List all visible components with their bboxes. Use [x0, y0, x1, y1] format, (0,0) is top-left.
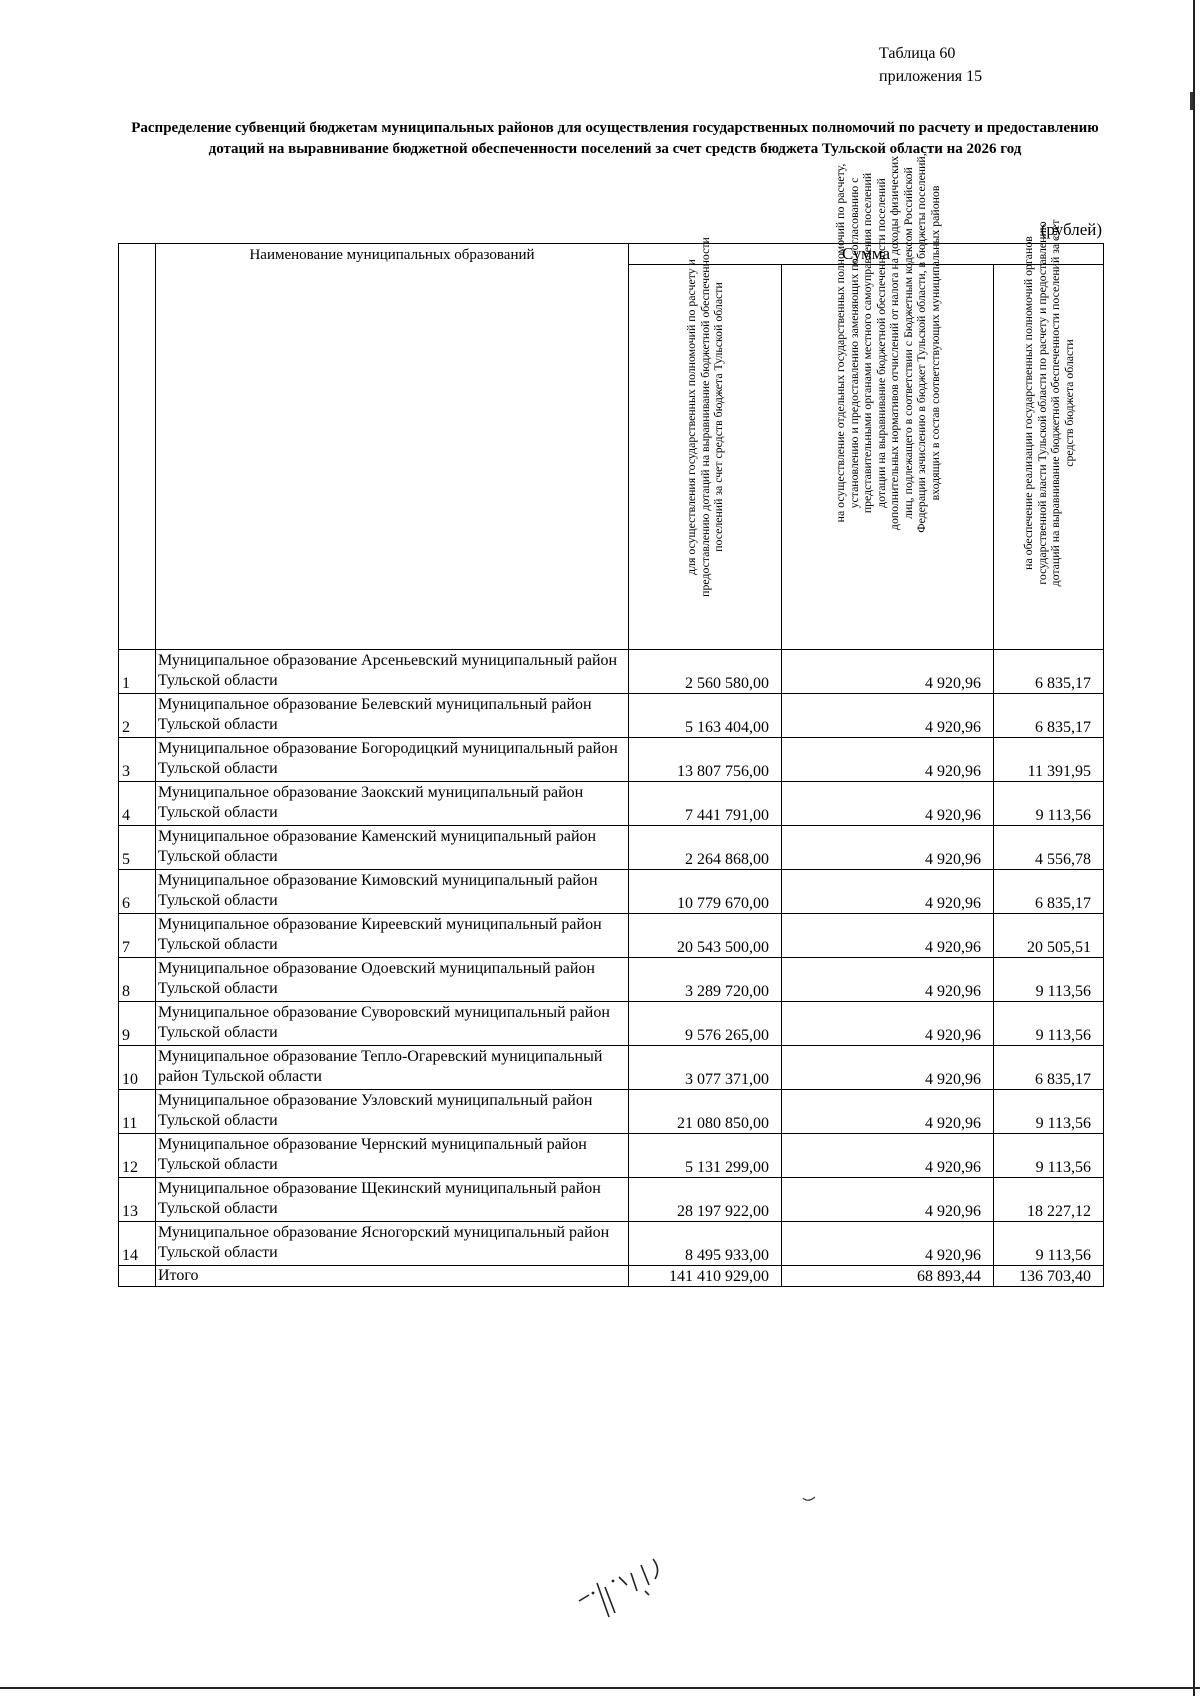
row-value-1: 2 264 868,00	[629, 826, 782, 870]
row-name: Муниципальное образование Щекинский муниципальный район Тульской области	[156, 1178, 629, 1222]
row-name: Муниципальное образование Ясногорский муниципальный район Тульской области	[156, 1222, 629, 1266]
row-name: Муниципальное образование Суворовский муниципальный район Тульской области	[156, 1002, 629, 1046]
table-row	[119, 738, 1104, 782]
row-number: 10	[119, 1046, 156, 1090]
subheader-col1-text: для осуществления государственных полномочий по расчету и предоставлению дотаций на выравнивание бюджетной обеспеченности поселений за счет средств бюджета Тульской области	[683, 236, 725, 597]
row-value-1: 5 131 299,00	[629, 1134, 782, 1178]
row-value-2: 4 920,96	[782, 650, 994, 694]
table-row	[119, 1134, 1104, 1178]
table-reference	[879, 42, 982, 88]
row-value-3: 6 835,17	[994, 694, 1104, 738]
row-value-2: 4 920,96	[782, 1046, 994, 1090]
scan-edge-bottom	[0, 1687, 1200, 1689]
subheader-col2-text: на осуществление отдельных государственных полномочий по расчету, установлению и предоставлению заменяющих по согласованию с представительными органами местного самоуправления поселений дотации на выравнивание бюджетной обеспеченности поселений дополнительных нормативов отчислений от налога на доходы физических лиц, подлежащего в соответствии с Бюджетным кодексом Российской Федерации зачислению в бюджет Тульской области, в бюджеты поселений, входящих в состав соответствующих муниципальных районов	[832, 153, 941, 533]
row-value-2: 4 920,96	[782, 870, 994, 914]
row-value-2: 4 920,96	[782, 1178, 994, 1222]
table-row	[119, 650, 1104, 694]
row-value-2: 4 920,96	[782, 826, 994, 870]
total-value-3: 136 703,40	[994, 1266, 1104, 1287]
row-value-1: 5 163 404,00	[629, 694, 782, 738]
row-name: Муниципальное образование Киреевский муниципальный район Тульской области	[156, 914, 629, 958]
row-value-1: 3 077 371,00	[629, 1046, 782, 1090]
total-number-cell	[119, 1266, 156, 1287]
row-value-2: 4 920,96	[782, 782, 994, 826]
total-label: Итого	[156, 1266, 629, 1287]
row-value-1: 28 197 922,00	[629, 1178, 782, 1222]
row-number: 2	[119, 694, 156, 738]
row-name: Муниципальное образование Кимовский муниципальный район Тульской области	[156, 870, 629, 914]
row-number: 6	[119, 870, 156, 914]
row-number: 13	[119, 1178, 156, 1222]
total-value-1: 141 410 929,00	[629, 1266, 782, 1287]
row-name: Муниципальное образование Заокский муниципальный район Тульской области	[156, 782, 629, 826]
row-value-1: 13 807 756,00	[629, 738, 782, 782]
pen-mark	[802, 1495, 816, 1503]
header-sum: Сумма	[629, 244, 1104, 265]
row-value-3: 9 113,56	[994, 1002, 1104, 1046]
row-value-3: 9 113,56	[994, 1222, 1104, 1266]
subheader-col1	[629, 236, 782, 650]
row-name: Муниципальное образование Богородицкий муниципальный район Тульской области	[156, 738, 629, 782]
appendix-label: приложения 15	[879, 68, 983, 85]
row-value-1: 3 289 720,00	[629, 958, 782, 1002]
table-row	[119, 1002, 1104, 1046]
row-value-3: 6 835,17	[994, 650, 1104, 694]
row-value-3: 9 113,56	[994, 1134, 1104, 1178]
table-row	[119, 694, 1104, 738]
row-value-2: 4 920,96	[782, 914, 994, 958]
row-number: 7	[119, 914, 156, 958]
row-number: 3	[119, 738, 156, 782]
units-label: (рублей)	[1040, 220, 1102, 239]
row-name: Муниципальное образование Каменский муниципальный район Тульской области	[156, 826, 629, 870]
row-value-3: 6 835,17	[994, 870, 1104, 914]
row-value-3: 18 227,12	[994, 1178, 1104, 1222]
row-name: Муниципальное образование Узловский муниципальный район Тульской области	[156, 1090, 629, 1134]
scan-edge-right	[1193, 0, 1195, 1696]
row-value-2: 4 920,96	[782, 1090, 994, 1134]
table-row	[119, 914, 1104, 958]
table-row	[119, 1046, 1104, 1090]
row-number: 1	[119, 650, 156, 694]
row-value-3: 11 391,95	[994, 738, 1104, 782]
row-name: Муниципальное образование Одоевский муниципальный район Тульской области	[156, 958, 629, 1002]
table-row	[119, 1222, 1104, 1266]
row-value-3: 9 113,56	[994, 1090, 1104, 1134]
row-value-1: 9 576 265,00	[629, 1002, 782, 1046]
row-value-1: 21 080 850,00	[629, 1090, 782, 1134]
scan-edge-mark	[1190, 92, 1193, 110]
row-number: 9	[119, 1002, 156, 1046]
row-name: Муниципальное образование Белевский муниципальный район Тульской области	[156, 694, 629, 738]
row-name: Муниципальное образование Чернский муниципальный район Тульской области	[156, 1134, 629, 1178]
row-number: 5	[119, 826, 156, 870]
row-value-2: 4 920,96	[782, 1002, 994, 1046]
row-name: Муниципальное образование Арсеньевский муниципальный район Тульской области	[156, 650, 629, 694]
table-number: Таблица 60	[879, 45, 956, 62]
row-number: 4	[119, 782, 156, 826]
table-row	[119, 958, 1104, 1002]
row-value-1: 10 779 670,00	[629, 870, 782, 914]
row-value-2: 4 920,96	[782, 1222, 994, 1266]
row-value-1: 7 441 791,00	[629, 782, 782, 826]
table-row	[119, 826, 1104, 870]
row-value-3: 20 505,51	[994, 914, 1104, 958]
table-row	[119, 870, 1104, 914]
row-name: Муниципальное образование Тепло-Огаревский муниципальный район Тульской области	[156, 1046, 629, 1090]
document-title: Распределение субвенций бюджетам муниципальных районов для осуществления государственных полномочий по расчету и предоставлению дотаций на выравнивание бюджетной обеспеченности поселений за счет средств бюджета Тульской области на 2026 год	[131, 120, 1099, 157]
row-value-3: 4 556,78	[994, 826, 1104, 870]
row-value-3: 9 113,56	[994, 782, 1104, 826]
row-value-3: 9 113,56	[994, 958, 1104, 1002]
handwritten-signature	[575, 1555, 685, 1625]
header-name: Наименование муниципальных образований	[156, 244, 629, 650]
row-value-2: 4 920,96	[782, 958, 994, 1002]
table-row	[119, 782, 1104, 826]
row-value-1: 20 543 500,00	[629, 914, 782, 958]
total-value-2: 68 893,44	[782, 1266, 994, 1287]
row-value-2: 4 920,96	[782, 1134, 994, 1178]
row-number: 12	[119, 1134, 156, 1178]
row-value-1: 2 560 580,00	[629, 650, 782, 694]
row-value-2: 4 920,96	[782, 738, 994, 782]
header-number-cell	[119, 244, 156, 650]
table-row	[119, 1178, 1104, 1222]
subheader-col3-text: на обеспечение реализации государственных полномочий органов государственной власти Тульской области по расчету и предоставлению дотаций на выравнивание бюджетной обеспеченности поселений за счет средств бюджета области	[1020, 219, 1075, 587]
total-row	[119, 1266, 1104, 1287]
row-number: 11	[119, 1090, 156, 1134]
row-number: 8	[119, 958, 156, 1002]
row-value-2: 4 920,96	[782, 694, 994, 738]
table-row	[119, 1090, 1104, 1134]
row-value-1: 8 495 933,00	[629, 1222, 782, 1266]
row-number: 14	[119, 1222, 156, 1266]
row-value-3: 6 835,17	[994, 1046, 1104, 1090]
